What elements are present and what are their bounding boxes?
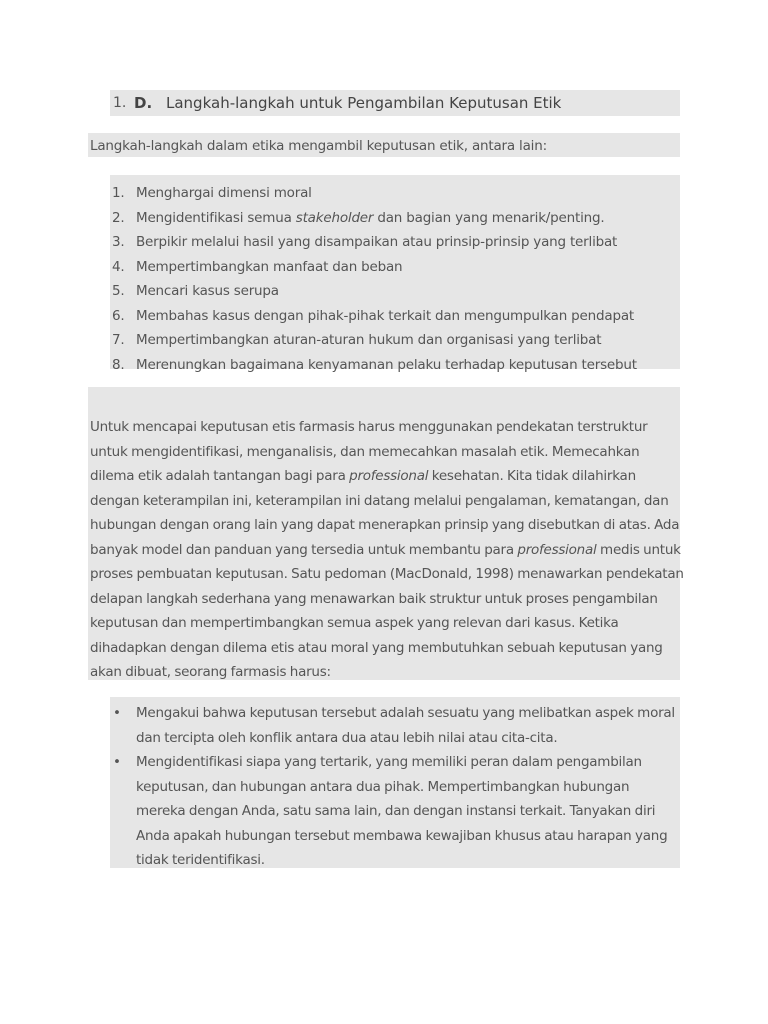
heading-title: Langkah-langkah untuk Pengambilan Keputusan Etik	[166, 94, 562, 112]
step-text: Merenungkan bagaimana kenyamanan pelaku terhadap keputusan tersebut	[136, 356, 637, 373]
step-number: 6.	[112, 307, 125, 324]
step-text: Mempertimbangkan aturan-aturan hukum dan organisasi yang terlibat	[136, 332, 602, 348]
bullets-list-block	[110, 697, 680, 868]
step-text: Berpikir melalui hasil yang disampaikan atau prinsip-prinsip yang terlibat	[136, 234, 618, 250]
steps-list-block	[110, 175, 680, 373]
step-text-italic: stakeholder	[295, 209, 374, 226]
step-text: Mengidentifikasi semua	[136, 209, 296, 226]
list-item	[110, 181, 637, 206]
list-item	[110, 750, 681, 873]
paragraph-text: Untuk mencapai keputusan etis farmasis harus menggunakan pendekatan terstruktur untuk mengidentifikasi, menganalisis, dan memecahkan masalah etik. Memecahkan dilema etik adalah tantangan bagi para	[90, 419, 648, 484]
paragraph-italic: professional	[349, 468, 429, 484]
body-paragraph-block	[88, 387, 684, 680]
paragraph-text: kesehatan. Kita tidak dilahirkan dengan keterampilan ini, keterampilan ini datang melalui pengalaman, kematangan, dan hubungan dengan orang lain yang dapat menerapkan prinsip yang disebutkan di atas. Ada banyak model dan panduan yang tersedia untuk membantu para	[90, 468, 680, 558]
bullet-marker: •	[113, 705, 121, 721]
list-item	[110, 206, 637, 231]
step-number: 2.	[112, 209, 125, 226]
paragraph-italic: professional	[517, 541, 597, 558]
step-text: Membahas kasus dengan pihak-pihak terkait dan mengumpulkan pendapat	[136, 307, 634, 324]
bullets-list	[110, 701, 681, 873]
step-number: 8.	[112, 356, 125, 373]
heading-number: 1.	[113, 95, 127, 111]
list-item	[110, 230, 637, 255]
heading-text	[134, 94, 561, 112]
section-heading	[110, 90, 680, 116]
list-item	[110, 353, 637, 378]
bullet-text: Mengakui bahwa keputusan tersebut adalah sesuatu yang melibatkan aspek moral dan tercipta oleh konflik antara dua atau lebih nilai atau cita-cita.	[136, 705, 675, 746]
list-item	[110, 701, 681, 750]
heading-letter: D.	[134, 94, 153, 112]
step-text: Mencari kasus serupa	[136, 283, 279, 299]
step-number: 4.	[112, 258, 125, 275]
step-number: 7.	[112, 332, 125, 348]
steps-list	[110, 181, 637, 377]
body-paragraph	[90, 415, 685, 685]
list-item	[110, 328, 637, 353]
bullet-marker: •	[113, 754, 121, 770]
intro-text: Langkah-langkah dalam etika mengambil keputusan etik, antara lain:	[90, 138, 547, 154]
list-item	[110, 304, 637, 329]
step-number: 3.	[112, 234, 125, 250]
list-item	[110, 279, 637, 304]
step-text: Menghargai dimensi moral	[136, 185, 312, 201]
step-text: Mempertimbangkan manfaat dan beban	[136, 258, 403, 275]
intro-line	[88, 133, 680, 157]
list-item	[110, 255, 637, 280]
step-number: 1.	[112, 185, 125, 201]
bullet-text: Mengidentifikasi siapa yang tertarik, yang memiliki peran dalam pengambilan keputusan, dan hubungan antara dua pihak. Mempertimbangkan hubungan mereka dengan Anda, satu sama lain, dan dengan instansi terkait. Tanyakan diri Anda apakah hubungan tersebut membawa kewajiban khusus atau harapan yang tidak teridentifikasi.	[136, 754, 668, 868]
paragraph-text: medis untuk proses pembuatan keputusan. Satu pedoman (MacDonald, 1998) menawarkan pendekatan delapan langkah sederhana yang menawarkan baik struktur untuk proses pengambilan keputusan dan mempertimbangkan semua aspek yang relevan dari kasus. Ketika dihadapkan dengan dilema etis atau moral yang membutuhkan sebuah keputusan yang akan dibuat, seorang farmasis harus:	[90, 541, 684, 680]
step-text: dan bagian yang menarik/penting.	[373, 209, 605, 226]
step-number: 5.	[112, 283, 125, 299]
